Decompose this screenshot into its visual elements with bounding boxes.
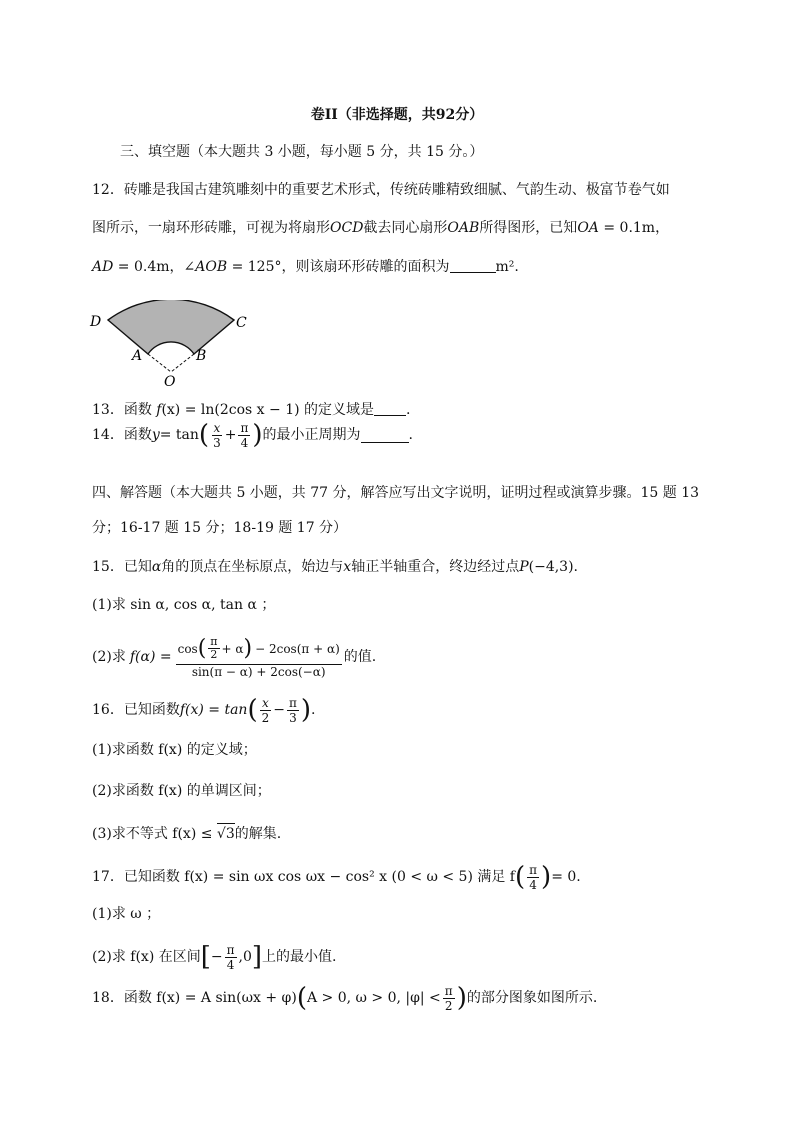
q15-denominator: sin(π − α) + 2cos(−α) [191, 664, 326, 679]
q17-frac-pi4 [527, 863, 539, 892]
paren-open: ( [296, 983, 307, 1013]
q15-point-p: P [519, 559, 529, 575]
label-a: A [132, 348, 143, 364]
label-c: C [236, 315, 247, 331]
frac-num: π [529, 862, 538, 877]
q15-numerator [176, 636, 342, 665]
q12-angle-aob: AOB [195, 259, 228, 275]
q12-oa: OA [577, 220, 599, 236]
bracket-close: ] [251, 942, 263, 972]
sqrt3: √3 [217, 823, 235, 844]
minus: − [210, 949, 223, 965]
q12-text: 截去同心扇形 [363, 220, 448, 236]
q16-part2: (2)求函数 f(x) 的单调区间； [92, 783, 271, 799]
q12-unit: m². [495, 259, 519, 275]
q17-part2 [92, 936, 336, 978]
q15-part2 [92, 628, 376, 686]
q13-formula: (x) = ln(2cos x − 1) 的定义域是 [161, 402, 375, 418]
paren-close: ) [300, 695, 312, 725]
annular-sector-figure [86, 300, 266, 392]
paren-close: ) [252, 420, 263, 450]
q16-text: 的解集. [234, 826, 282, 842]
frac-den: 2 [210, 648, 218, 661]
q12-text: 图所示，一扇环形砖雕，可视为将扇形 [92, 220, 330, 236]
q18-stem [92, 977, 597, 1019]
q14-text: 的最小正周期为 [262, 427, 361, 443]
q15-text: 角的顶点在坐标原点，始边与 [161, 559, 344, 575]
plus: + [224, 427, 237, 443]
q15-f-alpha: f(α) = [129, 649, 172, 665]
q15-stem [92, 557, 578, 577]
q15-text: (2)求 [92, 649, 126, 665]
frac-den: 4 [529, 877, 537, 892]
q13-f: f [156, 402, 162, 418]
q14-frac-pi4 [238, 421, 250, 450]
q16-text: 16．已知函数 [92, 702, 180, 718]
section-4-header-line2: 分；16-17 题 15 分；18-19 题 17 分） [92, 520, 348, 536]
q14 [92, 412, 413, 458]
q17-stem [92, 856, 581, 898]
q12-answer-blank [450, 258, 496, 273]
q16-period: . [311, 702, 316, 718]
q17-text: (2)求 f(x) 在区间 [92, 949, 201, 965]
q12-text: 所得图形，已知 [479, 220, 578, 236]
q15-fraction [176, 636, 342, 679]
q12-line3 [92, 257, 519, 277]
frac-den: 3 [213, 435, 221, 450]
frac-den: 2 [444, 998, 453, 1013]
section-4-header-line1: 四、解答题（本大题共 5 小题，共 77 分，解答应写出文字说明，证明过程或演算步骤。15 题 13 [92, 485, 700, 501]
q13-text: 13．函数 [92, 402, 157, 418]
q15-coords: (−4,3). [528, 559, 578, 575]
paren-close: ) [456, 983, 467, 1013]
q12-sector-oab: OAB [447, 220, 480, 236]
q17-text: 上的最小值. [262, 949, 337, 965]
paren-close: ) [541, 862, 552, 892]
q14-y: y [151, 427, 160, 443]
q15-text: 15．已知 [92, 559, 152, 575]
annular-sector-shape [108, 300, 234, 354]
q15-text: 轴正半轴重合，终边经过点 [351, 559, 520, 575]
q12-ad-value: = 0.4m，∠ [113, 259, 196, 275]
label-b: B [196, 348, 207, 364]
q17-part1: (1)求 ω ； [92, 906, 161, 922]
q14-frac-x3 [211, 421, 223, 450]
q16-stem [92, 690, 315, 730]
q14-answer-blank [361, 428, 409, 443]
frac-pi2 [208, 636, 219, 661]
radius-oa-dashed [148, 354, 171, 372]
q15-alpha: α [151, 559, 162, 575]
q16-part1: (1)求函数 f(x) 的定义域； [92, 742, 257, 758]
q15-text: 的值. [343, 649, 377, 665]
q13-period: . [406, 402, 411, 418]
frac-num: π [240, 420, 249, 435]
paren-open: ( [198, 420, 210, 450]
paren-open: ( [515, 862, 526, 892]
frac-num: π [210, 635, 218, 648]
frac-num: x [213, 420, 221, 435]
q16-text: (3)求不等式 f(x) ≤ [92, 826, 217, 842]
q17-frac-pi4 [225, 943, 237, 972]
minus: − [273, 702, 285, 718]
q18-frac-pi2 [443, 984, 455, 1013]
comma-zero: ,0 [238, 949, 252, 965]
q14-period: . [408, 427, 413, 443]
q17-formula: 17．已知函数 f(x) = sin ωx cos ωx − cos² x (0 < ω < 5) 满足 f [92, 869, 515, 885]
frac-num: π [288, 695, 297, 710]
q12-oa-value: = 0.1m， [598, 220, 670, 236]
q17-text: = 0. [551, 869, 581, 885]
frac-den: 4 [240, 435, 249, 450]
label-o: O [164, 374, 176, 390]
radius-ob-dashed [171, 354, 194, 372]
frac-num: x [262, 695, 269, 710]
paren-close: ) [243, 635, 253, 661]
q16-frac-x2 [260, 696, 272, 725]
paren-open: ( [197, 635, 207, 661]
q12-line1: 12．砖雕是我国古建筑雕刻中的重要艺术形式，传统砖雕精致细腻、气韵生动、极富节卷气如 [92, 182, 670, 198]
frac-num: π [226, 942, 235, 957]
q16-frac-pi3 [287, 696, 299, 725]
label-d: D [90, 314, 102, 330]
cos-text: cos [177, 641, 198, 656]
section-3-header: 三、填空题（本大题共 3 小题，每小题 5 分，共 15 分。） [120, 144, 484, 160]
plus-alpha: + α [221, 641, 244, 656]
frac-den: 4 [226, 957, 235, 972]
paper-section-title: 卷II（非选择题，共92分） [310, 107, 484, 123]
q18-formula: 18．函数 f(x) = A sin(ωx + φ) [92, 990, 297, 1006]
q15-x: x [343, 559, 352, 575]
q15-part1: (1)求 sin α, cos α, tan α ； [92, 597, 276, 613]
q12-line2 [92, 218, 669, 238]
numerator-rest: − 2cos(π + α) [255, 641, 340, 656]
frac-den: 2 [261, 710, 270, 725]
q14-text: 14．函数 [92, 427, 152, 443]
bracket-open: [ [200, 942, 211, 972]
q16-part3 [92, 823, 281, 844]
q14-tan: = tan [159, 427, 199, 443]
paren-open: ( [247, 695, 258, 725]
q18-conditions: A > 0, ω > 0, |φ| < [306, 990, 441, 1006]
q12-text: = 125°，则该扇环形砖雕的面积为 [227, 259, 450, 275]
q12-sector-ocd: OCD [330, 220, 364, 236]
frac-den: 3 [289, 710, 297, 725]
frac-num: π [444, 983, 453, 998]
q16-formula: f(x) = tan [179, 702, 248, 718]
q12-ad: AD [92, 259, 114, 275]
q18-text: 的部分图象如图所示. [466, 990, 598, 1006]
